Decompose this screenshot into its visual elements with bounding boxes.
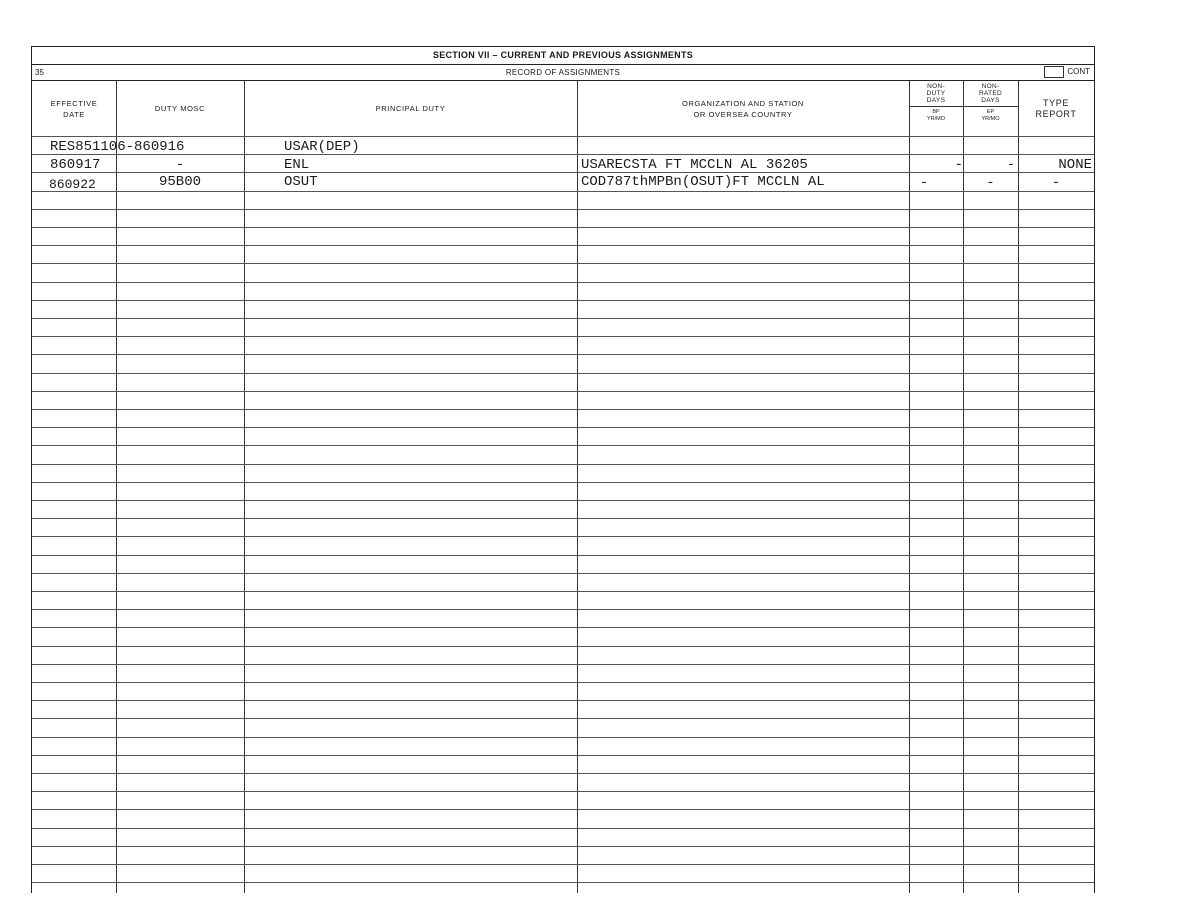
row1-principal-duty: USAR(DEP) (284, 139, 360, 155)
row-rule (32, 864, 1094, 865)
row-rule (32, 609, 1094, 610)
row3-non-rated: - (986, 175, 995, 191)
header-non-duty-sub: BP YR/MO (926, 109, 946, 122)
column-divider (244, 81, 245, 893)
assignments-form (31, 46, 1095, 893)
column-divider (577, 81, 578, 893)
row2-effective-date: 860917 (50, 157, 101, 173)
row2-type-report: NONE (1058, 157, 1092, 173)
cont-checkbox[interactable] (1044, 66, 1064, 78)
row-rule (32, 536, 1094, 537)
row2-principal-duty: ENL (284, 157, 310, 173)
section-title: SECTION VII – CURRENT AND PREVIOUS ASSIGNMENTS (32, 47, 1094, 65)
row-rule (32, 791, 1094, 792)
row-rule (32, 354, 1094, 355)
row-rule (32, 464, 1094, 465)
row3-non-duty: - (919, 175, 929, 191)
row-rule (32, 409, 1094, 410)
header-non-rated-sub: EP YR/MO (981, 109, 1000, 122)
row-rule (32, 828, 1094, 829)
row-rule (32, 391, 1094, 392)
row-rule (32, 809, 1094, 810)
header-organization: ORGANIZATION AND STATION OR OVERSEA COUNTRY (682, 98, 804, 119)
row1-effective-date: RES851106-860916 (50, 139, 185, 155)
header-non-rated-days: NON- RATED DAYS (978, 83, 1003, 104)
row-rule (32, 136, 1094, 137)
row2-duty-mosc: - (175, 157, 185, 173)
row2-organization: USARECSTA FT MCCLN AL 36205 (581, 157, 808, 173)
row-rule (32, 700, 1094, 701)
header-subdivider (909, 106, 963, 107)
row-rule (32, 646, 1094, 647)
column-divider (963, 81, 964, 893)
row3-type-report: - (1051, 175, 1061, 191)
row-rule (32, 627, 1094, 628)
row-rule (32, 336, 1094, 337)
row3-organization: COD787thMPBn(OSUT)FT MCCLN AL (581, 174, 825, 190)
row-rule (32, 591, 1094, 592)
header-duty-mosc: DUTY MOSC (154, 104, 206, 113)
row-rule (32, 737, 1094, 738)
cont-label: CONT (1067, 67, 1090, 76)
row-rule (32, 373, 1094, 374)
cont-field (1044, 66, 1090, 78)
row-rule (32, 573, 1094, 574)
row3-duty-mosc: 95B00 (158, 174, 201, 190)
header-non-duty-days: NON- DUTY DAYS (926, 83, 946, 104)
row-rule (32, 664, 1094, 665)
record-bar (32, 65, 1094, 81)
row-rule (32, 282, 1094, 283)
row-rule (32, 482, 1094, 483)
row3-principal-duty: OSUT (284, 174, 318, 190)
row-rule (32, 227, 1094, 228)
row-rule (32, 882, 1094, 883)
row-rule (32, 773, 1094, 774)
row-rule (32, 209, 1094, 210)
column-divider (1018, 81, 1019, 893)
record-number: 35 (35, 68, 44, 77)
row-rule (32, 846, 1094, 847)
row-rule (32, 500, 1094, 501)
row2-non-duty: - (954, 157, 963, 173)
row-rule (32, 518, 1094, 519)
row3-effective-date: 860922 (49, 177, 96, 192)
row-rule (32, 427, 1094, 428)
header-principal-duty: PRINCIPAL DUTY (375, 104, 446, 113)
header-type-report: TYPE REPORT (1035, 97, 1077, 119)
column-divider (116, 81, 117, 893)
column-divider (909, 81, 910, 893)
row-rule (32, 300, 1094, 301)
record-title: RECORD OF ASSIGNMENTS (505, 68, 621, 77)
row-rule (32, 445, 1094, 446)
row2-non-rated: - (1006, 157, 1015, 173)
row-rule (32, 718, 1094, 719)
header-effective-date: EFFECTIVE DATE (50, 98, 98, 119)
row-rule (32, 555, 1094, 556)
row-rule (32, 245, 1094, 246)
header-subdivider (963, 106, 1018, 107)
row-rule (32, 154, 1094, 155)
row-rule (32, 755, 1094, 756)
row-rule (32, 682, 1094, 683)
row-rule (32, 263, 1094, 264)
row-rule (32, 318, 1094, 319)
